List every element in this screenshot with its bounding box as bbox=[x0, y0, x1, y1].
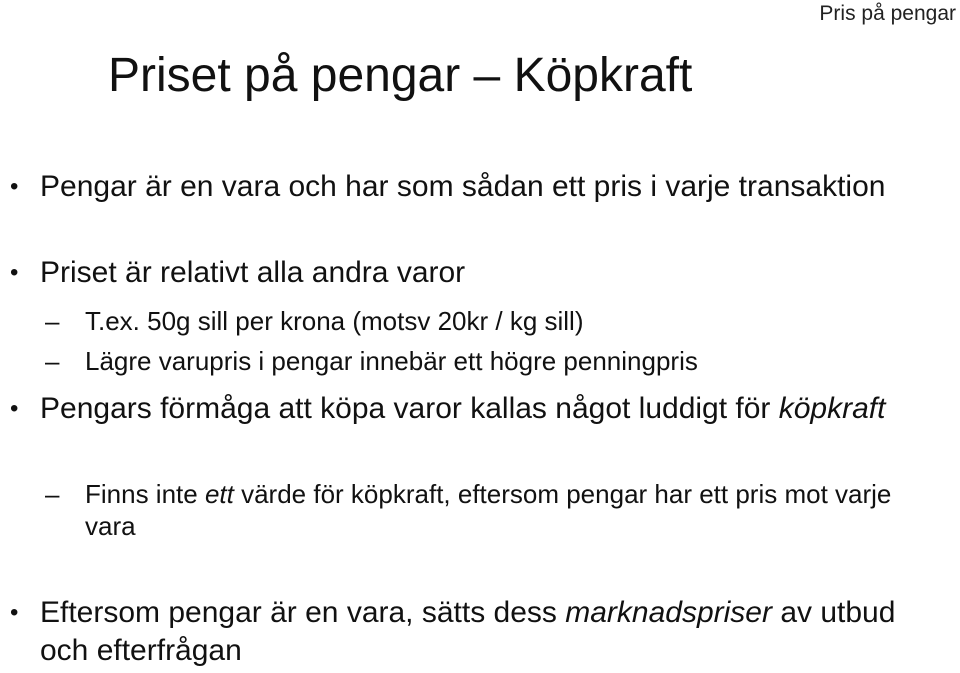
bullet-text: Eftersom pengar är en vara, sätts dess bbox=[40, 596, 566, 629]
bullet-marker: • bbox=[10, 173, 19, 200]
bullet-text: Pengars förmåga att köpa varor kallas något luddigt för bbox=[40, 392, 779, 425]
emphasis-text: ett bbox=[204, 479, 234, 509]
bullet-item bbox=[10, 390, 920, 428]
sub-bullet-text: Lägre varupris i pengar innebär ett högre penningpris bbox=[85, 346, 698, 376]
bullet-marker: • bbox=[10, 259, 19, 286]
bullet-item bbox=[10, 168, 920, 206]
dash-marker: – bbox=[45, 346, 60, 376]
sub-bullet-item bbox=[45, 305, 925, 337]
bullet-text: av utbud och efterfrågan bbox=[40, 596, 896, 667]
bullet-text: Priset är relativt alla andra varor bbox=[40, 256, 466, 289]
header-note: Pris på pengar bbox=[819, 2, 956, 25]
bullet-item bbox=[10, 594, 920, 670]
page-title: Priset på pengar – Köpkraft bbox=[108, 49, 693, 102]
bullet-marker: • bbox=[10, 395, 19, 422]
sub-bullet-text: värde för köpkraft, eftersom pengar har ett pris mot varje vara bbox=[85, 479, 892, 541]
emphasis-text: köpkraft bbox=[778, 392, 886, 425]
bullet-item bbox=[10, 254, 920, 292]
sub-bullet-item bbox=[45, 478, 925, 542]
bullet-marker: • bbox=[10, 599, 19, 626]
dash-marker: – bbox=[45, 306, 60, 336]
sub-bullet-text: Finns inte bbox=[85, 479, 205, 509]
sub-bullet-text: T.ex. 50g sill per krona (motsv 20kr / kg sill) bbox=[85, 306, 584, 336]
dash-marker: – bbox=[45, 479, 60, 509]
bullet-text: Pengar är en vara och har som sådan ett pris i varje transaktion bbox=[40, 170, 886, 203]
sub-bullet-item bbox=[45, 345, 925, 377]
emphasis-text: marknadspriser bbox=[565, 596, 772, 629]
